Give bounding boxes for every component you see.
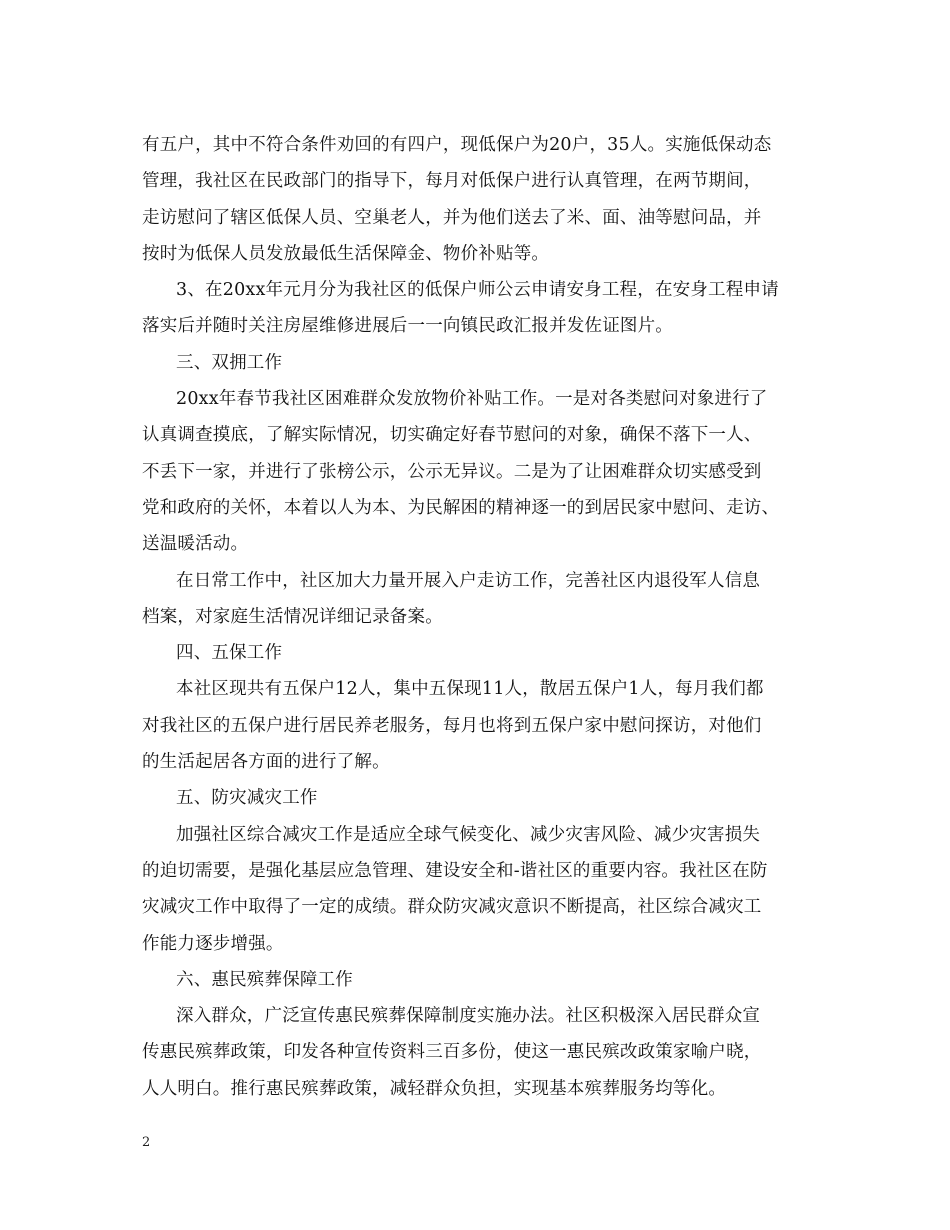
text-line: 按时为低保人员发放最低生活保障金、物价补贴等。 xyxy=(142,243,550,264)
text-line: 送温暖活动。 xyxy=(142,534,249,555)
text-line: 认真调查摸底，了解实际情况，切实确定好春节慰问的对象，确保不落下一人、 xyxy=(142,425,762,446)
text-line: 的迫切需要，是强化基层应急管理、建设安全和-谐社区的重要内容。我社区在防 xyxy=(142,860,768,881)
text-line: 不丢下一家，并进行了张榜公示，公示无异议。二是为了让困难群众切实感受到 xyxy=(142,461,762,482)
text-line: 管理，我社区在民政部门的指导下，每月对低保户进行认真管理，在两节期间， xyxy=(142,171,762,192)
text-line: 走访慰问了辖区低保人员、空巢老人，并为他们送去了米、面、油等慰问品，并 xyxy=(142,207,762,228)
text-line: 加强社区综合减灾工作是适应全球气候变化、减少灾害风险、减少灾害损失 xyxy=(176,824,761,845)
section-heading: 三、双拥工作 xyxy=(176,352,283,373)
body-text xyxy=(142,127,810,1107)
text-line: 3、在20xx年元月分为我社区的低保户师公云申请安身工程，在安身工程申请 xyxy=(176,280,779,301)
section-heading: 六、惠民殡葬保障工作 xyxy=(176,969,353,990)
text-line: 传惠民殡葬政策，印发各种宣传资料三百多份，使这一惠民殡改政策家喻户晓， xyxy=(142,1042,762,1063)
text-line: 本社区现共有五保户12人，集中五保现11人，散居五保户1人，每月我们都 xyxy=(176,679,764,700)
page-number: 2 xyxy=(142,1135,151,1150)
text-line: 对我社区的五保户进行居民养老服务，每月也将到五保户家中慰问探访，对他们 xyxy=(142,715,762,736)
text-line: 在日常工作中，社区加大力量开展入户走访工作，完善社区内退役军人信息 xyxy=(176,570,761,591)
text-line: 灾减灾工作中取得了一定的成绩。群众防灾减灾意识不断提高，社区综合减灾工 xyxy=(142,897,762,918)
text-line: 有五户，其中不符合条件劝回的有四户，现低保户为20户，35人。实施低保动态 xyxy=(142,135,772,155)
section-heading: 五、防灾减灾工作 xyxy=(176,788,318,809)
text-line: 人人明白。推行惠民殡葬政策，减轻群众负担，实现基本殡葬服务均等化。 xyxy=(142,1078,727,1099)
section-heading: 四、五保工作 xyxy=(176,643,283,664)
text-line: 档案，对家庭生活情况详细记录备案。 xyxy=(142,606,443,627)
text-line: 20xx年春节我社区困难群众发放物价补贴工作。一是对各类慰问对象进行了 xyxy=(176,389,768,410)
text-line: 落实后并随时关注房屋维修进展后一一向镇民政汇报并发佐证图片。 xyxy=(142,316,673,337)
text-line: 深入群众，广泛宣传惠民殡葬保障制度实施办法。社区积极深入居民群众宣 xyxy=(176,1006,761,1027)
text-line: 党和政府的关怀，本着以人为本、为民解困的精神逐一的到居民家中慰问、走访、 xyxy=(142,497,780,518)
text-line: 的生活起居各方面的进行了解。 xyxy=(142,752,390,773)
text-line: 作能力逐步增强。 xyxy=(142,933,284,954)
